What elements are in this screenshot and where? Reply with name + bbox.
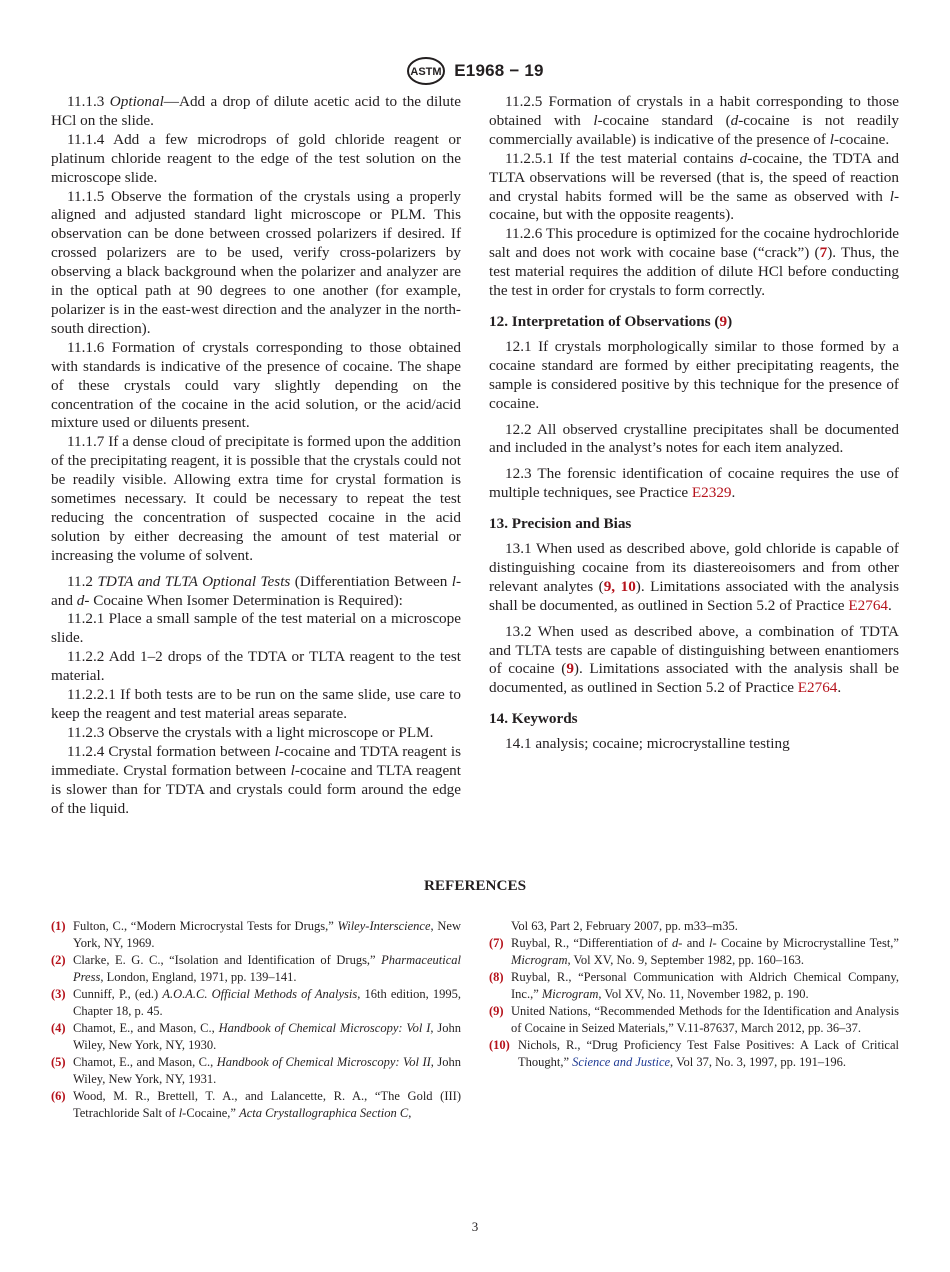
- reference-continuation: Vol 63, Part 2, February 2007, pp. m33–m35.: [511, 919, 738, 933]
- document-header: [0, 56, 950, 86]
- astm-logo-icon: [406, 56, 446, 86]
- reference-item: (5) Chamot, E., and Mason, C., Handbook of Chemical Microscopy: Vol II, John Wiley, New York, NY, 1931.: [51, 1055, 461, 1086]
- para-11-2-2: 11.2.2 Add 1–2 drops of the TDTA or TLTA reagent to the test material.: [51, 648, 461, 685]
- reference-item: (10) Nichols, R., “Drug Proficiency Test False Positives: A Lack of Critical Thought,” Science and Justice, Vol 37, No. 3, 1997, pp. 191–196.: [489, 1038, 899, 1069]
- references-right-column: [489, 918, 899, 1071]
- para-11-2-3: 11.2.3 Observe the crystals with a light microscope or PLM.: [67, 723, 434, 741]
- para-11-2-1: 11.2.1 Place a small sample of the test material on a microscope slide.: [51, 610, 461, 647]
- right-column: [489, 93, 899, 754]
- reference-item: (4) Chamot, E., and Mason, C., Handbook of Chemical Microscopy: Vol I, John Wiley, New York, NY, 1930.: [51, 1021, 461, 1052]
- citation-link[interactable]: 10: [620, 577, 636, 595]
- left-column: [51, 93, 461, 818]
- citation-link[interactable]: 9: [603, 577, 612, 595]
- reference-item: (1) Fulton, C., “Modern Microcrystal Tests for Drugs,” Wiley-Interscience, New York, NY, 1969.: [51, 919, 461, 950]
- practice-link[interactable]: E2764: [797, 679, 838, 697]
- reference-item: (3) Cunniff, P., (ed.) A.O.A.C. Official Methods of Analysis, 16th edition, 1995, Chapter 18, p. 45.: [51, 987, 461, 1018]
- citation-link[interactable]: 9: [719, 312, 728, 330]
- reference-item: (7) Ruybal, R., “Differentiation of d- and l- Cocaine by Microcrystalline Test,” Microgram, Vol XV, No. 9, September 1982, pp. 160–163.: [489, 936, 899, 967]
- practice-link[interactable]: E2329: [691, 484, 732, 502]
- para-11-2: 11.2 TDTA and TLTA Optional Tests (Differentiation Between l- and d- Cocaine When Isomer Determination is Required):: [51, 572, 462, 609]
- para-11-1-6: 11.1.6 Formation of crystals corresponding to those obtained with standards is indicative of the presence of cocaine. The shape of these crystals could vary slightly depending on the concentration of the cocaine in the acid solution, or the acid/acid mixture used or diluents present.: [51, 338, 461, 432]
- para-11-1-5: 11.1.5 Observe the formation of the crystals using a properly aligned and adjusted standard light microscope or PLM. This observation can be done between crossed polarizers if desired. If crossed polarizers are to be used, verify cross-polarizers by observing a black background when the polarizer and analyzer are in the optical path at 90 degrees to one another (for example, polarizer is in the east-west direction and the analyzer in the north-south direction).: [51, 187, 461, 337]
- references-left-column: [51, 918, 461, 1122]
- para-11-1-4: 11.1.4 Add a few microdrops of gold chloride reagent or platinum chloride reagent to the edge of the test solution on the microscope slide.: [51, 130, 461, 186]
- para-12-3: 12.3 The forensic identification of cocaine requires the use of multiple techniques, see Practice E2329.: [489, 465, 899, 502]
- section-14-heading: 14. Keywords: [489, 710, 578, 728]
- para-12-2: 12.2 All observed crystalline precipitates shall be documented and included in the analyst’s notes for each item analyzed.: [489, 420, 899, 457]
- citation-link[interactable]: 7: [819, 244, 828, 262]
- page-number: 3: [471, 1219, 479, 1234]
- para-13-1: 13.1 When used as described above, gold chloride is capable of distinguishing cocaine from its diastereoisomers and from other relevant analytes (9, 10). Limitations associated with the analysis shall be documented, as outlined in Section 5.2 of Practice E2764.: [489, 540, 899, 614]
- standard-designation: E1968 − 19: [454, 61, 544, 80]
- section-13-heading: 13. Precision and Bias: [489, 515, 632, 533]
- citation-link[interactable]: 9: [566, 660, 574, 678]
- reference-item: (8) Ruybal, R., “Personal Communication with Aldrich Chemical Company, Inc.,” Microgram, Vol XV, No. 11, November 1982, p. 190.: [489, 970, 899, 1001]
- para-11-2-6: 11.2.6 This procedure is optimized for the cocaine hydrochloride salt and does not work with cocaine base (“crack”) (7). Thus, the test material requires the addition of dilute HCl before conducting the test in order for crystals to form correctly.: [489, 225, 899, 300]
- reference-item: (6) Wood, M. R., Brettell, T. A., and Lalancette, R. A., “The Gold (III) Tetrachloride Salt of l-Cocaine,” Acta Crystallographica Section C,: [51, 1089, 461, 1120]
- para-11-2-2-1: 11.2.2.1 If both tests are to be run on the same slide, use care to keep the reagent and test material areas separate.: [51, 686, 461, 722]
- reference-item: (9) United Nations, “Recommended Methods for the Identification and Analysis of Cocaine in Seized Materials,” V.11-87637, March 2012, pp. 36–37.: [489, 1004, 899, 1035]
- journal-link[interactable]: Science and Justice: [572, 1055, 671, 1069]
- section-12-heading: 12. Interpretation of Observations (9): [489, 312, 733, 330]
- para-13-2: 13.2 When used as described above, a combination of TDTA and TLTA tests are capable of distinguishing between enantiomers of cocaine (9). Limitations associated with the analysis shall be documented, as outlined in Section 5.2 of Practice E2764.: [489, 622, 899, 697]
- para-11-1-3: 11.1.3 Optional—Add a drop of dilute acetic acid to the dilute HCl on the slide.: [51, 93, 461, 129]
- references-title: REFERENCES: [423, 877, 527, 894]
- svg-text:ASTM: ASTM: [410, 66, 442, 78]
- para-11-1-7: 11.1.7 If a dense cloud of precipitate is formed upon the addition of the precipitating reagent, it is possible that the crystals could not be readily visible. Allowing extra time for crystal formation is sometimes necessary. It could be necessary to repeat the test reducing the concentration of suspected cocaine in the acid solution by either decreasing the amount of test material or increasing the volume of solvent.: [51, 433, 461, 564]
- para-11-2-5: 11.2.5 Formation of crystals in a habit corresponding to those obtained with l-cocaine standard (d-cocaine is not readily commercially available) is indicative of the presence of l-cocaine.: [489, 93, 900, 148]
- para-11-2-4: 11.2.4 Crystal formation between l-cocaine and TDTA reagent is immediate. Crystal formation between l-cocaine and TLTA reagent is slower than for TDTA and crystals could form around the edge of the liquid.: [51, 742, 461, 817]
- practice-link[interactable]: E2764: [848, 596, 889, 614]
- reference-item: (2) Clarke, E. G. C., “Isolation and Identification of Drugs,” Pharmaceutical Press, London, England, 1971, pp. 139–141.: [51, 953, 461, 984]
- para-11-2-5-1: 11.2.5.1 If the test material contains d-cocaine, the TDTA and TLTA observations will be reversed (that is, the speed of reaction and crystal habits formed will be the same as observed with l-cocaine, but with the opposite reagents).: [489, 149, 900, 224]
- para-12-1: 12.1 If crystals morphologically similar to those formed by a cocaine standard are formed by either precipitating reagents, the sample is considered positive by this technique for the presence of cocaine.: [489, 337, 899, 412]
- para-14-1: 14.1 analysis; cocaine; microcrystalline testing: [505, 735, 790, 753]
